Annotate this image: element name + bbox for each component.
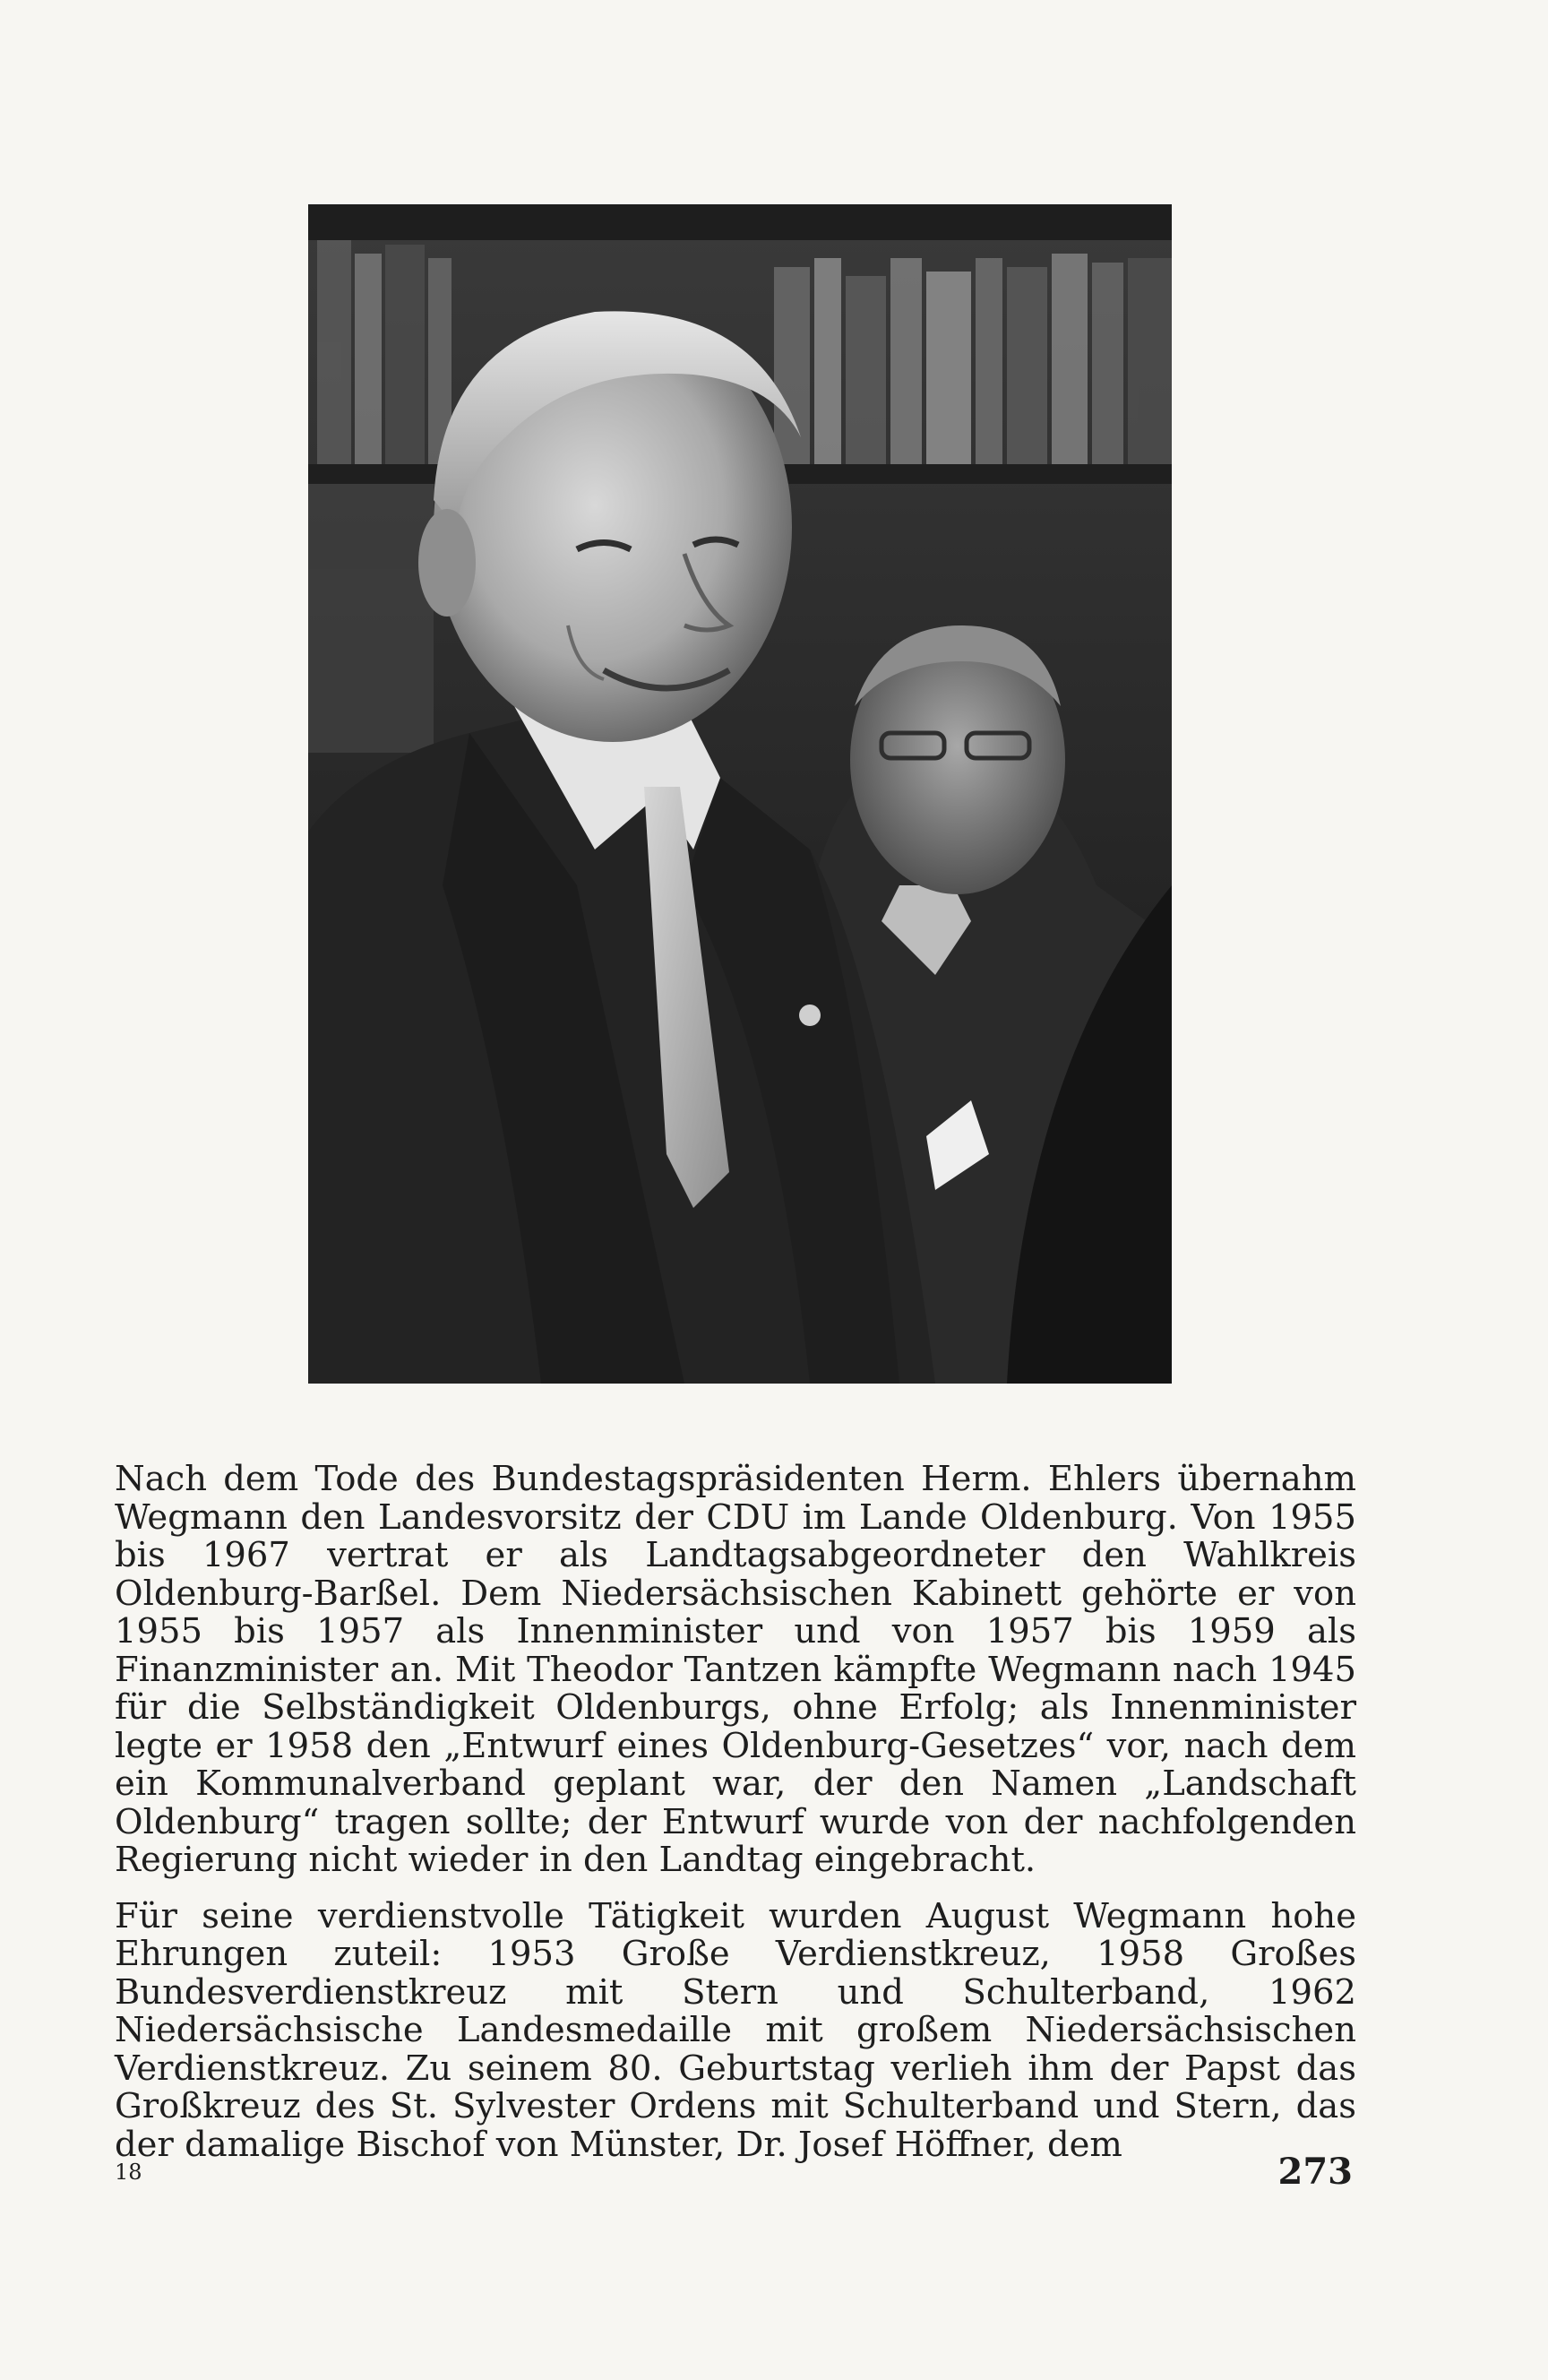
sheet-signature: 18: [115, 2160, 142, 2185]
paragraph: Nach dem Tode des Bundestagspräsidenten Herm. Ehlers übernahm Wegmann den Landesvorsitz der CDU im Lande Oldenburg. Von 1955 bis 1967 vertrat er als Landtagsabgeordneter den Wahlkreis Oldenburg-Barßel. Dem Niedersächsischen Kabinett gehörte er von 1955 bis 1957 als Innenminister und von 1957 bis 1959 als Finanzminister an. Mit Theodor Tantzen kämpfte Wegmann nach 1945 für die Selbständigkeit Oldenburgs, ohne Erfolg; als Innenminister legte er 1958 den „Entwurf eines Oldenburg-Gesetzes“ vor, nach dem ein Kommunalverband geplant war, der den Namen „Landschaft Oldenburg“ tragen sollte; der Entwurf wurde von der nachfolgenden Regierung nicht wieder in den Landtag eingebracht.: [115, 1459, 1356, 1880]
page-number: 273: [1277, 2151, 1353, 2193]
paragraph: Für seine verdienstvolle Tätigkeit wurden August Wegmann hohe Ehrungen zuteil: 1953 Große Verdienstkreuz, 1958 Großes Bundesverdienstkreuz mit Stern und Schulterband, 1962 Niedersächsische Landesmedaille mit großem Niedersächsischen Verdienstkreuz. Zu seinem 80. Geburtstag verlieh ihm der Papst das Großkreuz des St. Sylvester Ordens mit Schulterband und Stern, das der damalige Bischof von Münster, Dr. Josef Höffner, dem: [115, 1895, 1356, 2165]
portrait-illustration: [308, 204, 1172, 1384]
portrait-photo: [308, 204, 1172, 1384]
article-body: [115, 1461, 1356, 2164]
